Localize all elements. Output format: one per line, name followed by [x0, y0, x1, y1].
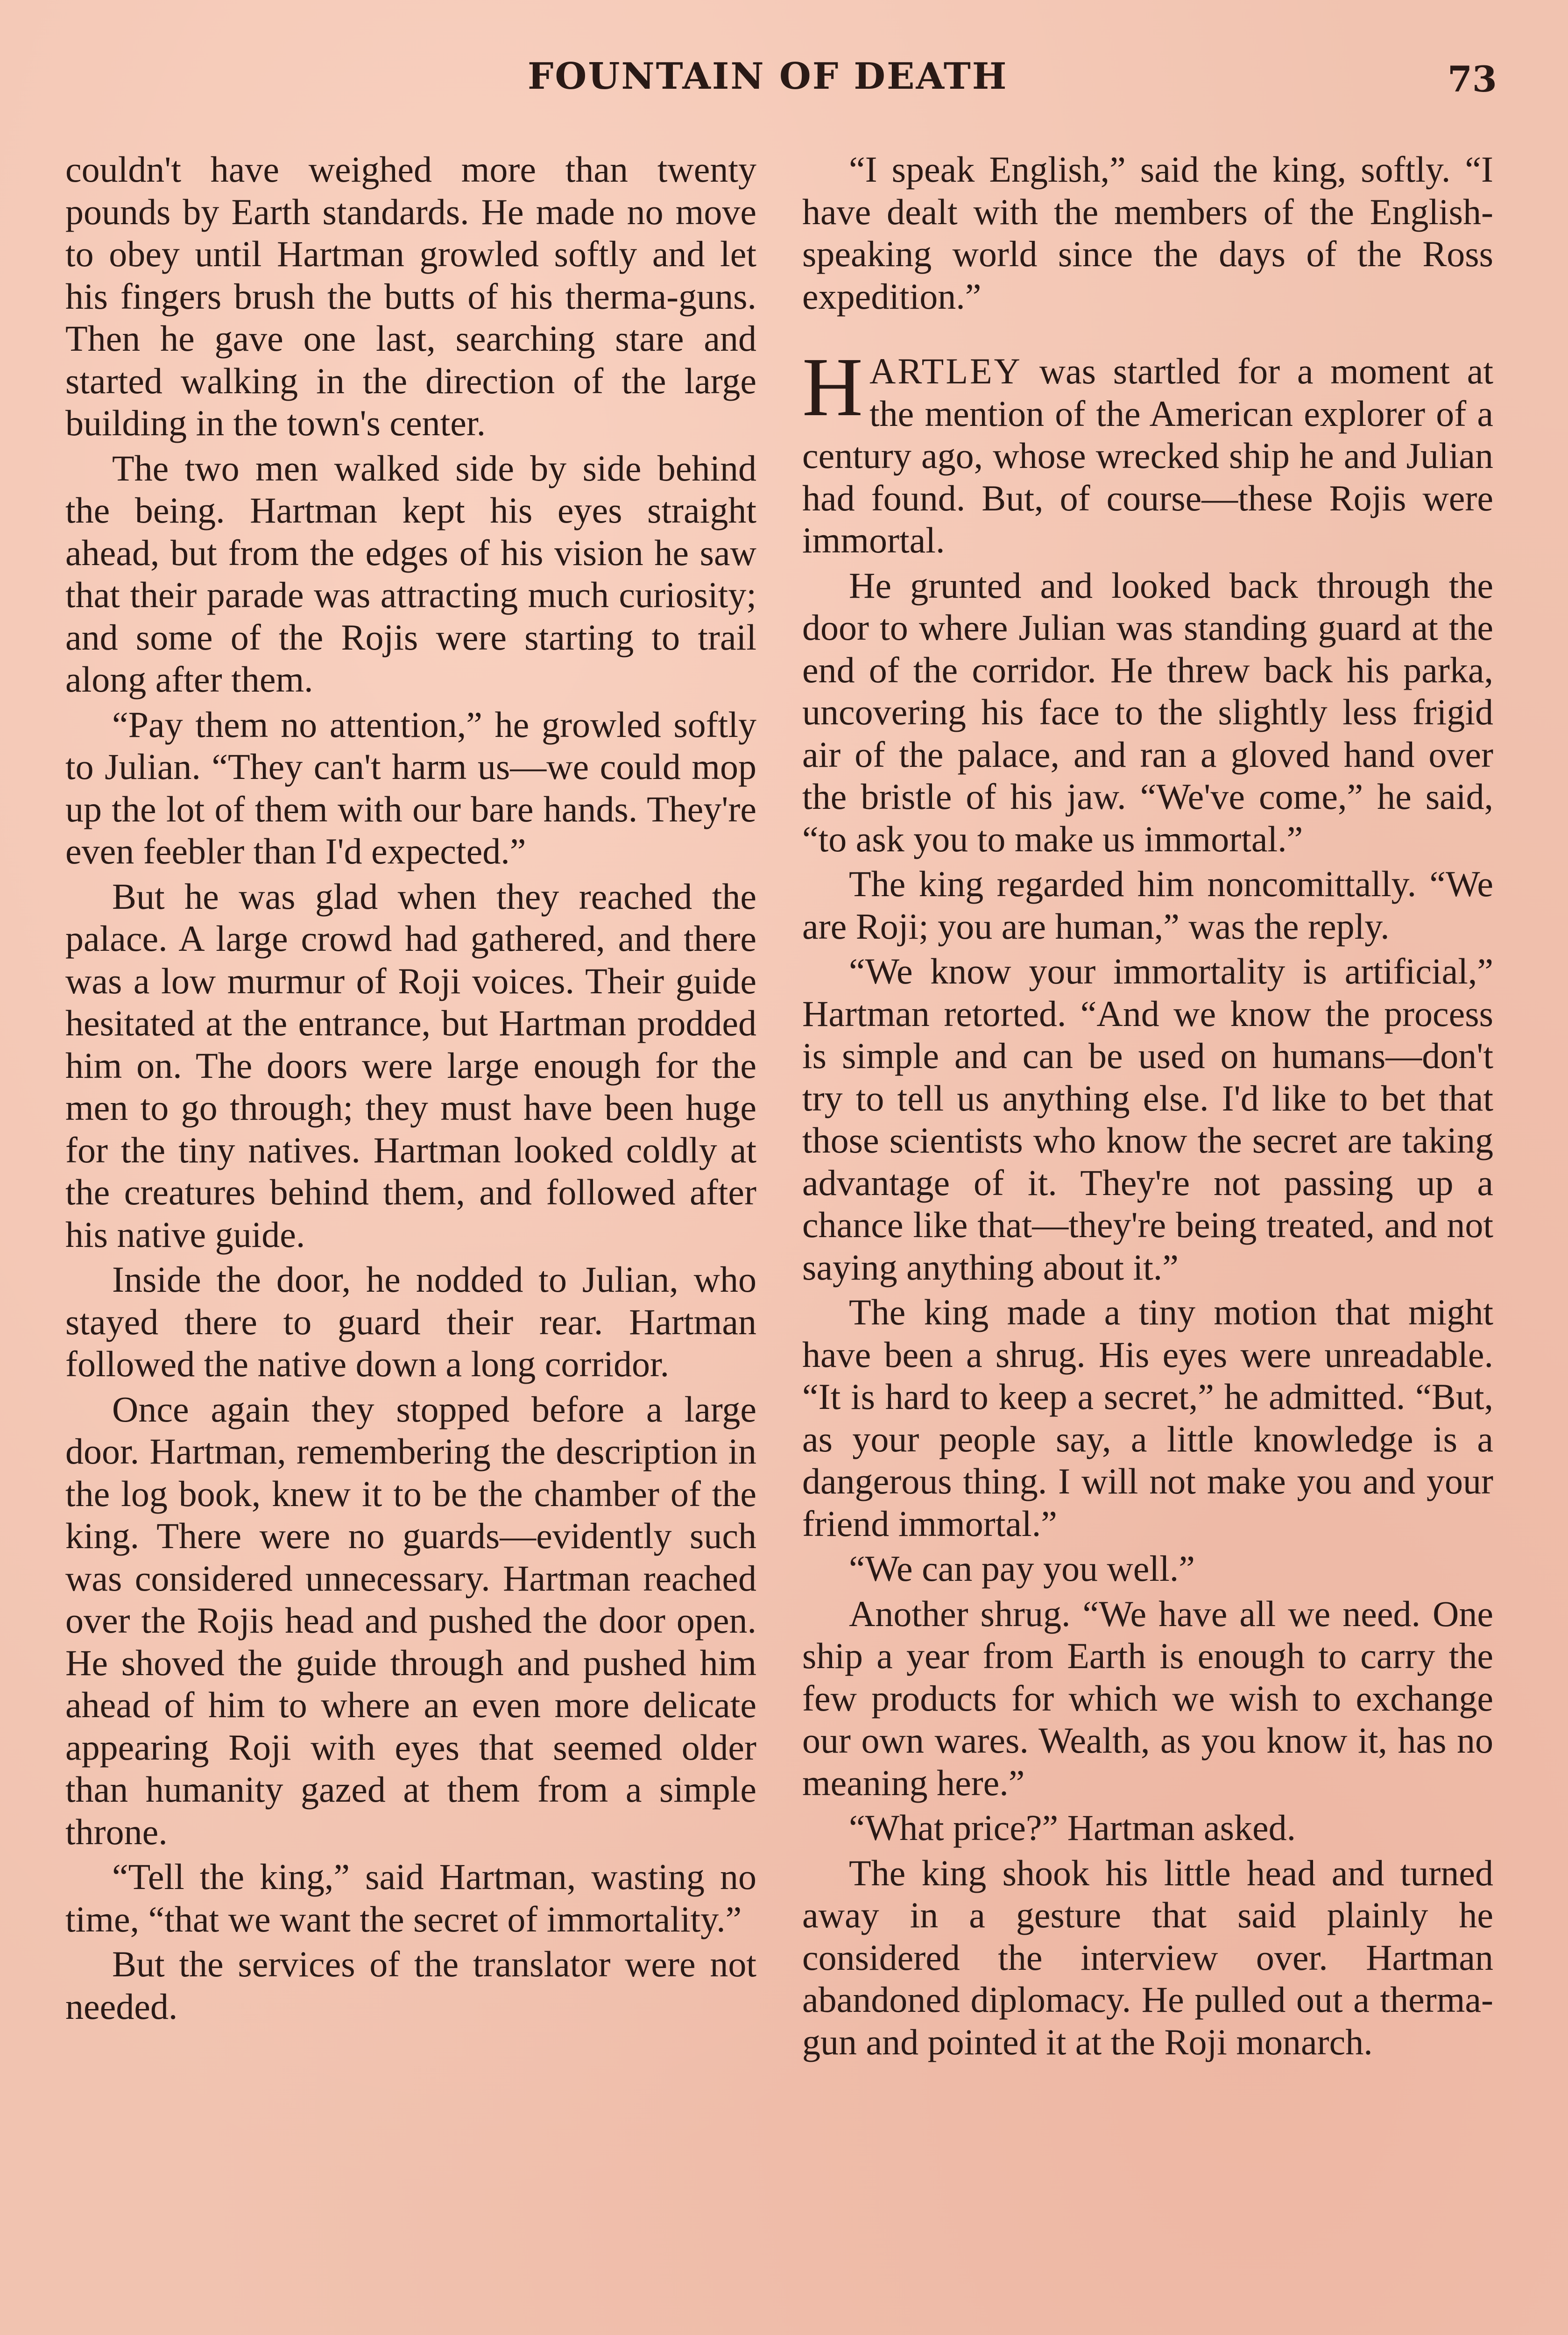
paragraph-text: was startled for a moment at the mention of the American explorer of a century ago, whose wrecked ship he and Julian had found. But, of course—these Rojis were immortal.	[802, 351, 1493, 560]
drop-cap: H	[802, 340, 863, 433]
paragraph: The two men walked side by side behind the being. Hartman kept his eyes straight ahead, but from the edges of his vision he saw that their parade was attracting much curiosity; and some of the Rojis were starting to trail along after them.	[65, 447, 756, 700]
paragraph: couldn't have weighed more than twenty pounds by Earth standards. He made no move to obey until Hartman growled softly and let his fingers brush the butts of his therma-guns. Then he gave one last, searching stare and started walking in the direction of the large building in the town's center.	[65, 149, 756, 443]
right-column	[802, 149, 1493, 2066]
paragraph: Another shrug. “We have all we need. One ship a year from Earth is enough to carry the few products for which we wish to exchange our own wares. Wealth, as you know it, has no meaning here.”	[802, 1593, 1493, 1803]
paragraph: The king shook his little head and turned away in a gesture that said plainly he considered the interview over. Hartman abandoned diplomacy. He pulled out a therma-gun and pointed it at the Roji monarch.	[802, 1852, 1493, 2062]
paragraph: The king regarded him noncomittally. “We are Roji; you are human,” was the reply.	[802, 863, 1493, 947]
small-caps-lead: ARTLEY	[869, 351, 1022, 391]
paragraph: Inside the door, he nodded to Julian, who stayed there to guard their rear. Hartman followed the native down a long corridor.	[65, 1259, 756, 1384]
paragraph: He grunted and looked back through the door to where Julian was standing guard at the end of the corridor. He threw back his parka, uncovering his face to the slightly less frigid air of the palace, and ran a gloved hand over the bristle of his jaw. “We've come,” he said, “to ask you to make us immortal.”	[802, 565, 1493, 859]
paragraph: But he was glad when they reached the palace. A large crowd had gathered, and there was a low murmur of Roji voices. Their guide hesitated at the entrance, but Hartman prodded him on. The doors were large enough for the men to go through; they must have been huge for the tiny natives. Hartman looked coldly at the creatures behind them, and followed after his native guide.	[65, 876, 756, 1255]
paragraph: “What price?” Hartman asked.	[849, 1807, 1296, 1848]
paragraph: “Tell the king,” said Hartman, wasting no time, “that we want the secret of immortality.”	[65, 1856, 756, 1939]
paragraph: “We know your immortality is artificial,” Hartman retorted. “And we know the process is simple and can be used on humans—don't try to tell us anything else. I'd like to bet that those scientists who know the secret are taking advantage of it. They're not passing up a chance like that—they're being treated, and not saying anything about it.”	[802, 951, 1493, 1288]
paragraph: “Pay them no attention,” he growled softly to Julian. “They can't harm us—we could mop up the lot of them with our bare hands. They're even feebler than I'd expected.”	[65, 704, 756, 871]
paragraph: Once again they stopped before a large door. Hartman, remembering the description in the log book, knew it to be the chamber of the king. There were no guards—evidently such was considered unnecessary. Hartman reached over the Rojis head and pushed the door open. He shoved the guide through and pushed him ahead of him to where an even more delicate appearing Roji with eyes that seemed older than humanity gazed at them from a simple throne.	[65, 1388, 756, 1852]
paragraph: “I speak English,” said the king, softly. “I have dealt with the members of the English-speaking world since the days of the Ross expedition.”	[802, 149, 1493, 317]
page-number: 73	[1448, 58, 1497, 100]
running-title: FOUNTAIN OF DEATH	[528, 55, 1008, 98]
left-column	[65, 149, 756, 2031]
dropcap-paragraph	[802, 340, 1493, 562]
paragraph: The king made a tiny motion that might have been a shrug. His eyes were unreadable. “It is hard to keep a secret,” he admitted. “But, as your people say, a little knowledge is a dangerous thing. I will not make you and your friend immortal.”	[802, 1292, 1493, 1544]
paragraph: But the services of the translator were not needed.	[65, 1944, 756, 2027]
paragraph: “We can pay you well.”	[849, 1548, 1195, 1589]
